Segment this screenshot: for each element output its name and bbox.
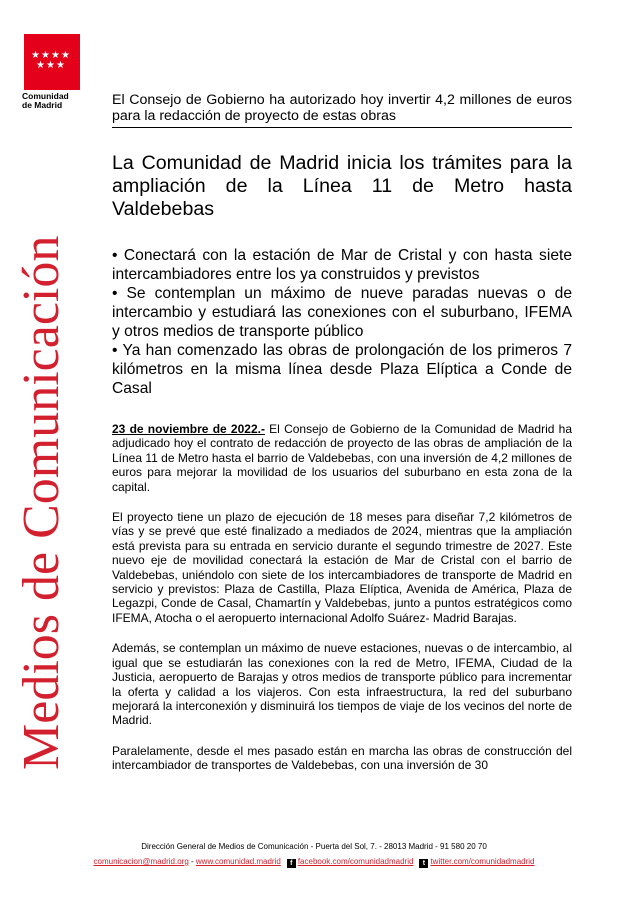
star-icon: ★ — [31, 50, 40, 61]
star-icon: ★ — [41, 50, 50, 61]
star-icon: ★ — [46, 60, 55, 71]
paragraph-1 — [112, 422, 572, 494]
paragraph-2: El proyecto tiene un plazo de ejecución de 18 meses para diseñar 7,2 kilómetros de vías y se prevé que esté finalizado a mediados de 2024, mientras que la ampliación está prevista para su entrada en servicio durante el segundo trimestre de 2027. Este nuevo eje de movilidad conectará la estación de Mar de Cristal con el barrio de Valdebebas, uniéndolo con siete de los intercambiadores de transporte de Madrid en servicio y previstos: Plaza de Castilla, Plaza Elíptica, Avenida de América, Plaza de Legazpi, Conde de Casal, Chamartín y Valdebebas, junto a puntos estratégicos como IFEMA, Atocha o el aeropuerto internacional Adolfo Suárez- Madrid Barajas. — [112, 510, 572, 625]
paragraph-3: Además, se contemplan un máximo de nueve estaciones, nuevas o de intercambio, al igual que se estudiarán las conexiones con la red de Metro, IFEMA, Ciudad de la Justicia, aeropuerto de Barajas y otros medios de transporte público para incrementar la oferta y calidad a los viajeros. Con esta infraestructura, la red del suburbano mejorará la interconexión y disminuirá los tiempos de viaje de los vecinos del norte de Madrid. — [112, 641, 572, 728]
page-title: La Comunidad de Madrid inicia los trámites para la ampliación de la Línea 11 de Metro hasta Valdebebas — [112, 152, 572, 220]
paragraph-1-text: El Consejo de Gobierno de la Comunidad de Madrid ha adjudicado hoy el contrato de redacción de proyecto de las obras de ampliación de la Línea 11 de Metro hasta el barrio de Valdebebas, con una inversión de 4,2 millones de euros para mejorar la movilidad de los usuarios del suburbano en esta zona de la capital. — [112, 422, 572, 494]
comunidad-de-madrid-logo — [24, 34, 80, 90]
brand-name-line1: Comunidad — [22, 91, 69, 101]
subheadline: El Consejo de Gobierno ha autorizado hoy invertir 4,2 millones de euros para la redacción de proyecto de estas obras — [112, 92, 572, 124]
article-body — [112, 422, 572, 789]
star-icon: ★ — [51, 50, 60, 61]
bullet-text: Ya han comenzado las obras de prolongación de los primeros 7 kilómetros en la misma línea desde Plaza Elíptica a Conde de Casal — [112, 342, 572, 397]
bullet-item: • Conectará con la estación de Mar de Cristal y con hasta siete intercambiadores entre los ya construidos y previstos — [112, 247, 572, 283]
bullet-item: • Se contemplan un máximo de nueve paradas nuevas o de intercambio y estudiará las conexiones con el suburbano, IFEMA y otros medios de transporte público — [112, 285, 572, 340]
star-icon: ★ — [36, 60, 45, 71]
vertical-section-title: Medios de Comunicación — [13, 235, 70, 770]
facebook-icon: f — [287, 859, 296, 868]
brand-name-line2: de Madrid — [22, 100, 63, 110]
header-divider — [112, 127, 572, 128]
bullet-text: Conectará con la estación de Mar de Cristal y con hasta siete intercambiadores entre los ya construidos y previstos — [112, 247, 572, 283]
twitter-link[interactable]: twitter.com/comunidadmadrid — [430, 857, 535, 866]
dateline: 23 de noviembre de 2022.- — [112, 422, 265, 436]
star-icon: ★ — [61, 50, 70, 61]
email-link[interactable]: comunicacion@madrid.org — [93, 857, 189, 866]
facebook-link[interactable]: facebook.com/comunidadmadrid — [297, 857, 414, 866]
brand-name — [22, 92, 69, 110]
website-link[interactable]: www.comunidad.madrid — [195, 857, 281, 866]
footer-separator: - — [188, 857, 196, 866]
paragraph-4: Paralelamente, desde el mes pasado están en marcha las obras de construcción del intercambiador de transportes de Valdebebas, con una inversión de 30 — [112, 743, 572, 773]
twitter-icon: t — [419, 859, 428, 868]
star-icon: ★ — [56, 60, 65, 71]
bullet-item: • Ya han comenzado las obras de prolongación de los primeros 7 kilómetros en la misma línea desde Plaza Elíptica a Conde de Casal — [112, 342, 572, 397]
footer-address: Dirección General de Medios de Comunicación - Puerta del Sol, 7. - 28013 Madrid - 91 580 20 70 — [141, 842, 487, 851]
footer-links — [0, 857, 628, 868]
summary-bullets — [112, 246, 572, 398]
bullet-text: Se contemplan un máximo de nueve paradas nuevas o de intercambio y estudiará las conexiones con el suburbano, IFEMA y otros medios de transporte público — [112, 285, 572, 340]
